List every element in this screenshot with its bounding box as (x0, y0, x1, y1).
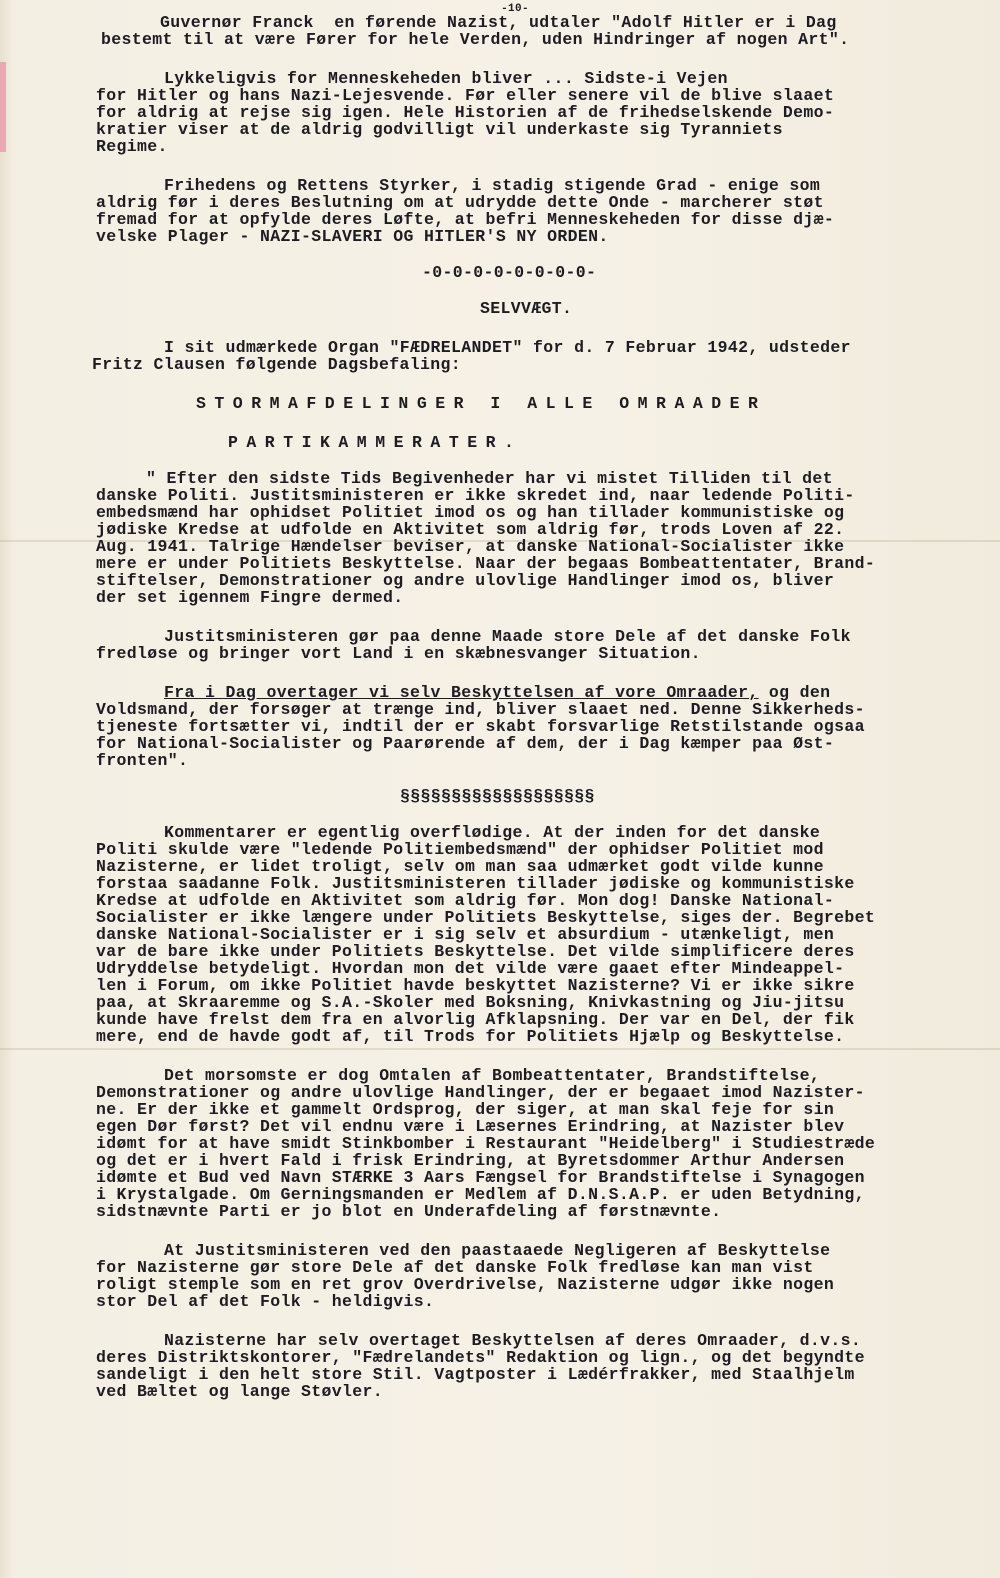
section-title: SELVVÆGT. (480, 299, 573, 318)
comm2-line-7: idømte et Bud ved Navn STÆRKE 3 Aars Fængsel for Brandstiftelse i Synagogen (96, 1168, 865, 1187)
order3-line-5: fronten". (96, 751, 189, 770)
comm4-line-3: sandeligt i den helt store Stil. Vagtposter i Lædérfrakker, med Staalhjelm (96, 1365, 855, 1384)
comm1-line-6: Socialister er ikke længere under Politiets Beskyttelse, siges der. Begrebet (96, 908, 876, 927)
p1-line-2: bestemt til at være Fører for hele Verden, uden Hindringer af nogen Art". (101, 30, 850, 49)
comm2-line-6: og det er i hvert Fald i frisk Erindring, at Byretsdommer Arthur Andersen (96, 1151, 845, 1170)
order-line-1: " Efter den sidste Tids Begivenheder har vi mistet Tilliden til det (146, 469, 833, 488)
order-heading-2: PARTIKAMMERATER. (228, 433, 523, 452)
intro-line-2: Fritz Clausen følgende Dagsbefaling: (92, 355, 462, 374)
comm1-line-4: forstaa saadanne Folk. Justitsministeren tillader jødiske og kommunistiske (96, 874, 855, 893)
order-line-4: jødiske Kredse at udfolde en Aktivitet som aldrig før, trods Loven af 22. (96, 520, 845, 539)
comm2-line-8: i Krystalgade. Om Gerningsmanden er Medlem af D.N.S.A.P. er uden Betydning, (96, 1185, 865, 1204)
comm4-line-4: ved Bæltet og lange Støvler. (96, 1382, 384, 1401)
p2-line-4: kratier viser at de aldrig godvilligt vil underkaste sig Tyranniets (96, 120, 783, 139)
comm1-line-12: kunde have frelst dem fra en alvorlig Afklapsning. Der var en Del, der fik (96, 1010, 855, 1029)
comm2-line-3: ne. Er der ikke et gammelt Ordsprog, der siger, at man skal feje for sin (96, 1100, 835, 1119)
p1-line-1: Guvernør Franck en førende Nazist, udtaler "Adolf Hitler er i Dag (160, 13, 837, 32)
order-line-8: der set igennem Fingre dermed. (96, 588, 404, 607)
p3-line-1: Frihedens og Rettens Styrker, i stadig stigende Grad - enige som (164, 176, 821, 195)
p3-line-2: aldrig før i deres Beslutning om at udrydde dette Onde - marcherer støt (96, 193, 824, 212)
order-heading-1: STORMAFDELINGER I ALLE OMRAADER (196, 394, 767, 413)
comm3-line-4: stor Del af det Folk - heldigvis. (96, 1292, 435, 1311)
comm2-line-9: sidstnævnte Parti er jo blot en Underafdeling af førstnævnte. (96, 1202, 722, 1221)
order3-line-1-rest: og den (758, 683, 831, 702)
comm4-line-1: Nazisterne har selv overtaget Beskyttelsen af deres Omraader, d.v.s. (164, 1331, 862, 1350)
comm2-line-5: idømt for at have smidt Stinkbomber i Restaurant "Heidelberg" i Studiestræde (96, 1134, 876, 1153)
comm3-line-2: for Nazisterne gør store Dele af det danske Folk fredløse kan man vist (96, 1258, 814, 1277)
comm1-line-9: Udryddelse betydeligt. Hvordan mon det vilde være gaaet efter Mindeappel- (96, 959, 845, 978)
red-edge-mark (0, 62, 6, 152)
comm3-line-3: roligt stemple som en ret grov Overdrivelse, Nazisterne udgør ikke nogen (96, 1275, 835, 1294)
p2-line-2: for Hitler og hans Nazi-Lejesvende. Før eller senere vil de blive slaaet (96, 86, 835, 105)
comm1-line-7: danske National-Socialister er i sig selv et absurdium - utænkeligt, men (96, 925, 835, 944)
page-number: -10- (501, 3, 529, 15)
p2-line-3: for aldrig at rejse sig igen. Hele Historien af de frihedselskende Demo- (96, 103, 835, 122)
order3-line-4: for National-Socialister og Paarørende af dem, der i Dag kæmper paa Øst- (96, 734, 835, 753)
comm2-line-1: Det morsomste er dog Omtalen af Bombeattentater, Brandstiftelse, (164, 1066, 821, 1085)
order-line-7: stiftelser, Demonstrationer og andre ulovlige Handlinger imod os, bliver (96, 571, 835, 590)
comm2-line-4: egen Dør først? Det vil endnu være i Læsernes Erindring, at Nazister blev (96, 1117, 845, 1136)
order3-line-1 (92, 684, 972, 701)
underlined-declaration: Fra i Dag overtager vi selv Beskyttelsen af vore Omraader, (164, 683, 759, 702)
order3-line-3: tjeneste fortsætter vi, indtil der er skabt forsvarlige Retstilstande ogsaa (96, 717, 865, 736)
order3-line-2: Voldsmand, der forsøger at trænge ind, bliver slaaet ned. Denne Sikkerheds- (96, 700, 865, 719)
comm1-line-13: mere, end de havde godt af, til Trods for Politiets Hjælp og Beskyttelse. (96, 1027, 845, 1046)
p2-line-1: Lykkeligvis for Menneskeheden bliver ... Sidste-i Vejen (164, 69, 728, 88)
p3-line-4: velske Plager - NAZI-SLAVERI OG HITLER'S NY ORDEN. (96, 227, 609, 246)
order-line-5: Aug. 1941. Talrige Hændelser beviser, at danske National-Socialister ikke (96, 537, 845, 556)
comm1-line-8: var de bare ikke under Politiets Beskyttelse. Det vilde simplificere deres (96, 942, 855, 961)
p3-line-3: fremad for at opfylde deres Løfte, at befri Menneskeheden for disse djæ- (96, 210, 835, 229)
order-line-2: danske Politi. Justitsministeren er ikke skredet ind, naar ledende Politi- (96, 486, 855, 505)
comm1-line-2: Politi skulde være "ledende Politiembedsmænd" der ophidser Politiet mod (96, 840, 824, 859)
comm1-line-1: Kommentarer er egentlig overflødige. At der inden for det danske (164, 823, 821, 842)
section-divider: §§§§§§§§§§§§§§§§§§§ (400, 787, 595, 806)
separator: -0-0-0-0-0-0-0-0- (422, 263, 597, 282)
comm2-line-2: Demonstrationer og andre ulovlige Handlinger, der er begaaet imod Nazister- (96, 1083, 865, 1102)
order2-line-2: fredløse og bringer vort Land i en skæbnesvanger Situation. (96, 644, 701, 663)
p2-line-5: Regime. (96, 137, 168, 156)
comm1-line-3: Nazisterne, er lidet troligt, selv om man saa udmærket godt vilde kunne (96, 857, 824, 876)
order-line-6: mere er under Politiets Beskyttelse. Naar der begaas Bombeattentater, Brand- (96, 554, 876, 573)
comm1-line-5: Kredse at udfolde en Aktivitet som aldrig før. Mon dog! Danske National- (96, 891, 835, 910)
comm1-line-11: paa, at Skraaremme og S.A.-Skoler med Boksning, Knivkastning og Jiu-jitsu (96, 993, 845, 1012)
comm4-line-2: deres Distriktskontorer, "Fædrelandets" Redaktion og lign., og det begyndte (96, 1348, 865, 1367)
comm3-line-1: At Justitsministeren ved den paastaaede Negligeren af Beskyttelse (164, 1241, 831, 1260)
order2-line-1: Justitsministeren gør paa denne Maade store Dele af det danske Folk (164, 627, 851, 646)
intro-line-1: I sit udmærkede Organ "FÆDRELANDET" for d. 7 Februar 1942, udsteder (164, 338, 851, 357)
document-body (92, 4, 972, 1400)
comm1-line-10: len i Forum, om ikke Politiet havde beskyttet Nazisterne? Vi er ikke sikre (96, 976, 855, 995)
order-line-3: embedsmænd har ophidset Politiet imod os og han tillader kommunistiske og (96, 503, 845, 522)
